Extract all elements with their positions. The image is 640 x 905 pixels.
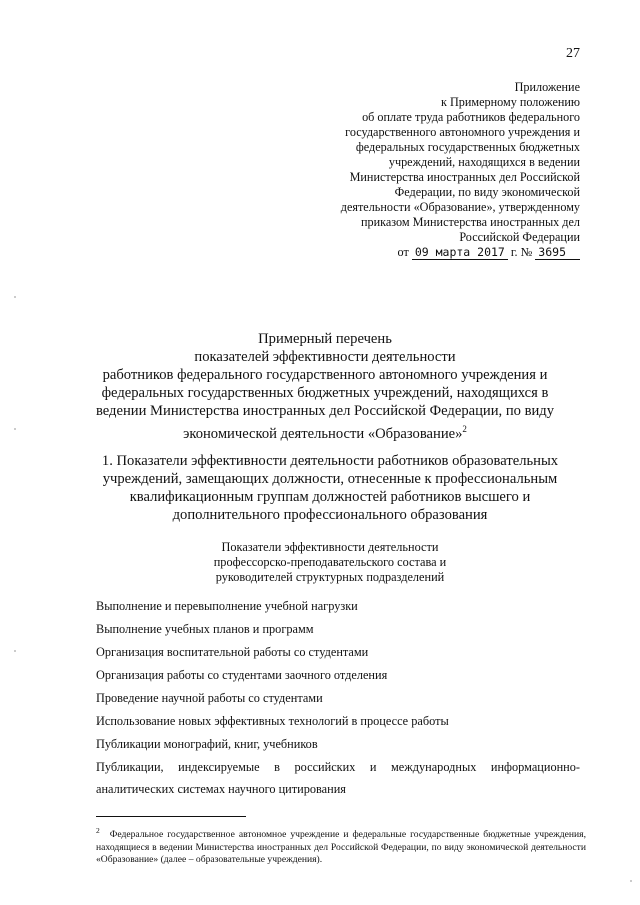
appendix-line: Министерства иностранных дел Российской [349, 170, 580, 184]
title-line: работников федерального государственного автономного учреждения и [102, 367, 548, 383]
appendix-line: государственного автономного учреждения и [345, 125, 580, 139]
document-title [95, 330, 555, 443]
section-line: квалификационным группам должностей работников высшего и [129, 489, 531, 505]
section-heading [90, 452, 570, 524]
order-date: 09 марта 2017 [412, 245, 508, 260]
appendix-line: учреждений, находящихся в ведении [388, 155, 580, 169]
title-line: показателей эффективности деятельности [194, 349, 456, 365]
scan-speck [14, 296, 16, 298]
title-line: Примерный перечень [258, 331, 392, 347]
footnote-reference: 2 [462, 424, 467, 434]
appendix-line: Российской Федерации [459, 230, 580, 244]
number-prefix: г. № [510, 245, 533, 259]
subsection-line: профессорско-преподавательского состава и [213, 555, 447, 569]
title-line: экономической деятельности «Образование» [183, 425, 463, 442]
list-item: Проведение научной работы со студентами [96, 691, 323, 705]
indicator-list [96, 598, 580, 804]
list-item: Использование новых эффективных технологий в процессе работы [96, 714, 449, 728]
subsection-heading [180, 540, 480, 585]
section-line: учреждений, замещающих должности, отнесенные к профессиональным [102, 471, 558, 487]
list-item: Выполнение учебных планов и программ [96, 622, 314, 636]
subsection-line: руководителей структурных подразделений [215, 570, 445, 584]
scan-speck [14, 428, 16, 430]
title-last-line [95, 420, 555, 443]
list-item: Публикации, индексируемые в российских и международных информационно- [96, 760, 580, 774]
appendix-line: федеральных государственных бюджетных [355, 140, 580, 154]
scan-speck [14, 650, 16, 652]
list-item: Организация воспитательной работы со студентами [96, 645, 369, 659]
appendix-line: приказом Министерства иностранных дел [361, 215, 580, 229]
footnote-text: Федеральное государственное автономное учреждение и федеральные государственные бюджетные учреждения, находящиеся в ведении Министерства иностранных дел Российской Федерации, по виду экономической деятельности «Образование» (далее – образовательные учреждения). [96, 829, 586, 866]
appendix-line: к Примерному положению [441, 95, 580, 109]
order-number: 3695 [535, 245, 580, 260]
footnote-divider [96, 816, 246, 817]
scan-speck [630, 880, 632, 882]
list-item: Выполнение и перевыполнение учебной нагрузки [96, 599, 358, 613]
page-number: 27 [566, 46, 580, 61]
title-line: федеральных государственных бюджетных учреждений, находящихся в [101, 385, 549, 401]
appendix-line: Приложение [514, 80, 580, 94]
footnote [96, 825, 586, 867]
list-item: Организация работы со студентами заочного отделения [96, 668, 388, 682]
date-prefix: от [397, 245, 409, 259]
appendix-header [280, 80, 580, 260]
section-line: 1. Показатели эффективности деятельности работников образовательных [101, 453, 559, 469]
appendix-line: об оплате труда работников федерального [362, 110, 580, 124]
footnote-mark: 2 [96, 826, 100, 835]
appendix-line: деятельности «Образование», утвержденному [340, 200, 580, 214]
subsection-line: Показатели эффективности деятельности [221, 540, 439, 554]
list-item: Публикации монографий, книг, учебников [96, 737, 318, 751]
list-item: аналитических системах научного цитирования [96, 782, 346, 796]
title-line: ведении Министерства иностранных дел Российской Федерации, по виду [95, 403, 555, 419]
appendix-line: Федерации, по виду экономической [394, 185, 580, 199]
order-date-line [280, 245, 580, 260]
section-line: дополнительного профессионального образования [172, 507, 488, 523]
